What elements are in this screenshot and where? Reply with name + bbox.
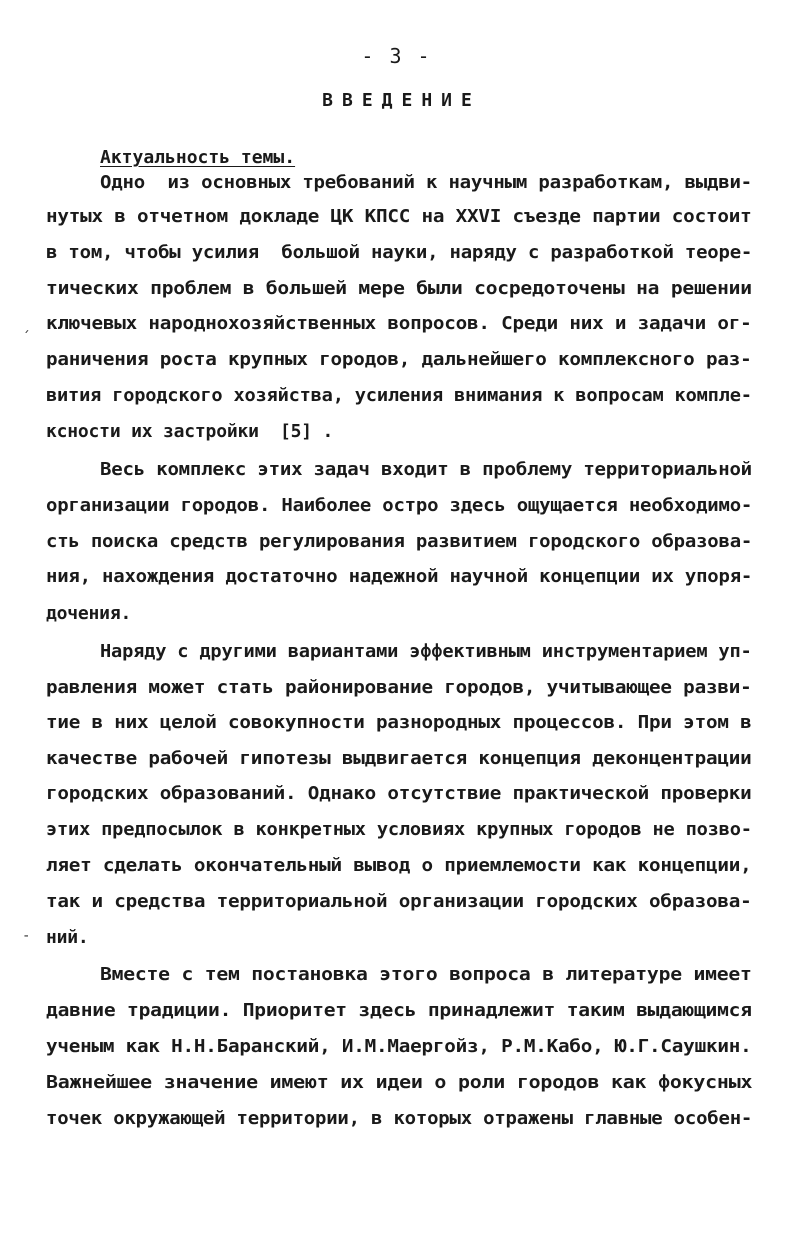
text-line: ксности их застройки [5] . bbox=[46, 421, 334, 442]
text-line: этих предпосылок в конкретных условиях крупных городов не позво- bbox=[46, 819, 752, 840]
text-line: нутых в отчетном докладе ЦК КПСС на XXVI съезде партии состоит bbox=[46, 206, 752, 227]
text-line: тических проблем в большей мере были сосредоточены на решении bbox=[46, 278, 752, 299]
text-line: организации городов. Наиболее остро здесь ощущается необходимо- bbox=[46, 495, 753, 516]
text-line: в том, чтобы усилия большой науки, наряду с разработкой теоре- bbox=[46, 242, 753, 263]
text-line: Весь комплекс этих задач входит в проблему территориальной bbox=[100, 459, 752, 480]
page-number: - 3 - bbox=[361, 44, 432, 68]
text-line: Наряду с другими вариантами эффективным инструментарием уп- bbox=[100, 641, 752, 662]
text-line: Важнейшее значение имеют их идеи о роли городов как фокусных bbox=[46, 1072, 753, 1093]
text-line: вития городского хозяйства, усиления внимания к вопросам компле- bbox=[46, 385, 752, 406]
text-line: ний. bbox=[46, 927, 89, 948]
page-heading: ВВЕДЕНИЕ bbox=[322, 90, 481, 111]
text-line: ключевых народнохозяйственных вопросов. Среди них и задачи ог- bbox=[46, 313, 752, 334]
margin-mark: - bbox=[22, 928, 31, 944]
text-line: раничения роста крупных городов, дальнейшего комплексного раз- bbox=[46, 349, 752, 370]
text-line: ния, нахождения достаточно надежной научной концепции их упоря- bbox=[46, 566, 753, 587]
text-line: Одно из основных требований к научным разработкам, выдви- bbox=[100, 172, 752, 193]
text-line: Вместе с тем постановка этого вопроса в литературе имеет bbox=[100, 964, 752, 985]
margin-mark: ´ bbox=[22, 330, 31, 346]
text-line: городских образований. Однако отсутствие практической проверки bbox=[46, 783, 752, 804]
section-title: Актуальность темы. bbox=[100, 147, 296, 168]
text-line: ляет сделать окончательный вывод о приемлемости как концепции, bbox=[46, 855, 752, 876]
text-line: точек окружающей территории, в которых отражены главные особен- bbox=[46, 1108, 753, 1129]
text-line: так и средства территориальной организации городских образова- bbox=[46, 891, 752, 912]
text-line: качестве рабочей гипотезы выдвигается концепция деконцентрации bbox=[46, 748, 752, 769]
text-line: тие в них целой совокупности разнородных процессов. При этом в bbox=[46, 712, 752, 733]
text-line: сть поиска средств регулирования развитием городского образова- bbox=[46, 531, 753, 552]
text-line: равления может стать районирование городов, учитывающее разви- bbox=[46, 677, 752, 698]
text-line: давние традиции. Приоритет здесь принадлежит таким выдающимся bbox=[46, 1000, 752, 1021]
text-line: дочения. bbox=[46, 603, 132, 624]
text-line: ученым как Н.Н.Баранский, И.М.Маергойз, Р.М.Кабо, Ю.Г.Саушкин. bbox=[46, 1036, 752, 1057]
